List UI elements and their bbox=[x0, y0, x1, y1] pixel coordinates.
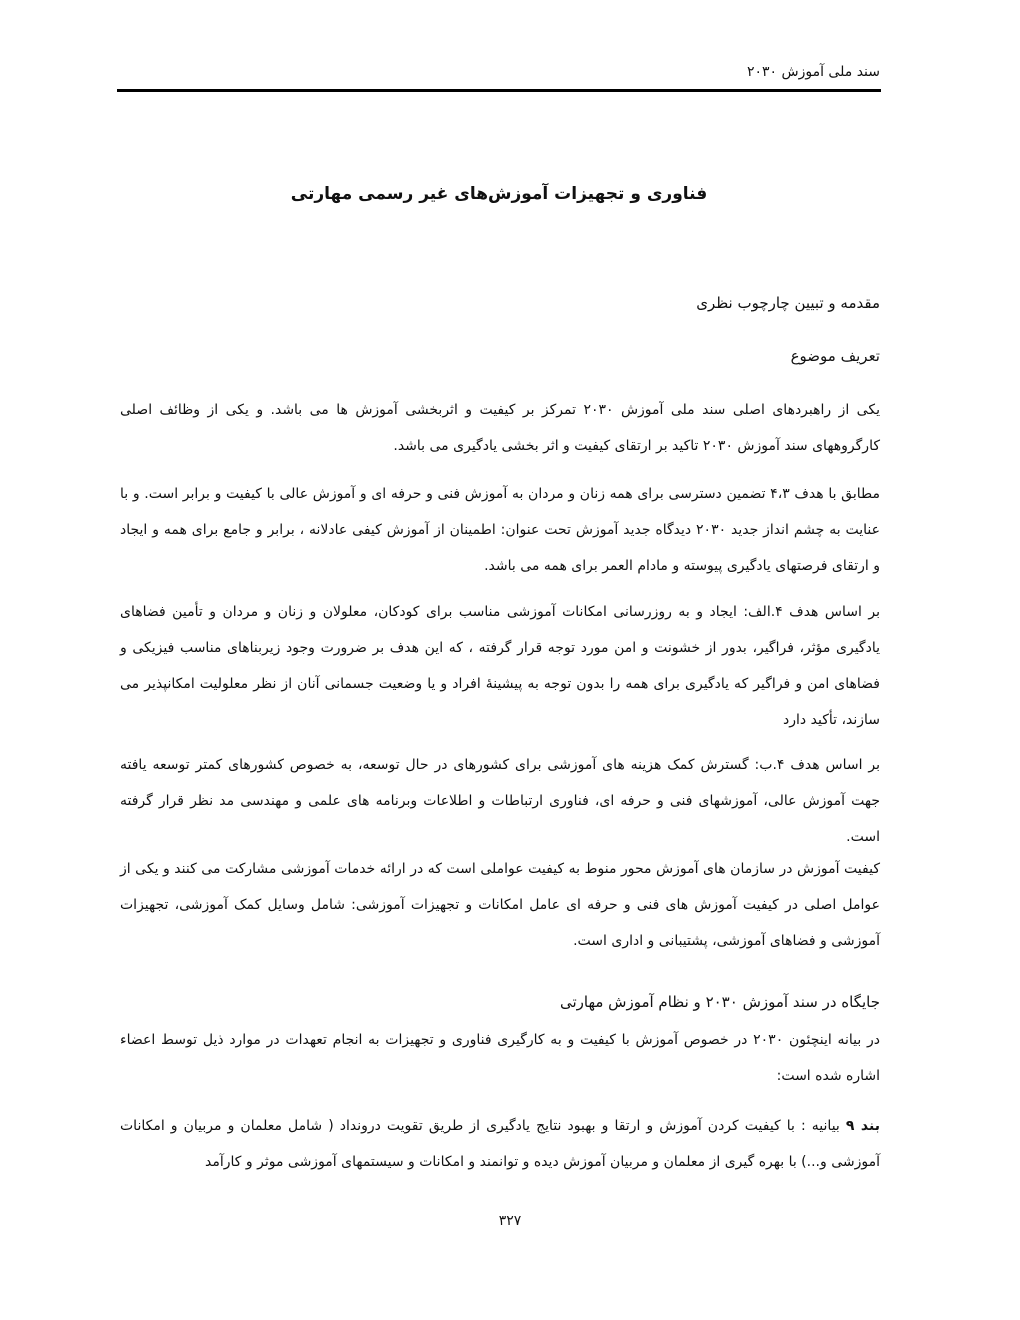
paragraph-3: بر اساس هدف ۴.الف: ایجاد و به روزرسانی امکانات آموزشی مناسب برای کودکان، معلولان و زنان و مردان و تأمین فضاهای یادگیری مؤثر، فراگیر، بدور از خشونت و امن مورد توجه قرار گرفته ، که این هدف بر ضرورت وجود زیربناهای مناسب فیزیکی و فضاهای امن و فراگیر که یادگیری برای همه را بدون توجه به پیشینهٔ افراد و یا وضعیت جسمانی آنان از نظر معلولیت امکانپذیر می سازند، تأکید دارد bbox=[120, 604, 880, 728]
clause-label: بند ۹ bbox=[845, 1118, 880, 1134]
page-number: ۳۲۷ bbox=[498, 1213, 522, 1229]
header-rule bbox=[117, 89, 881, 92]
running-header: سند ملی آموزش ۲۰۳۰ bbox=[746, 64, 880, 80]
paragraph-4: بر اساس هدف ۴.ب: گسترش کمک هزینه های آموزشی برای کشورهای در حال توسعه، به خصوص کشورهای کمتر توسعه یافته جهت آموزش عالی، آموزشهای فنی و حرفه ای، فناوری ارتباطات و اطلاعات وبرنامه های علمی و مهندسی مد نظر قرار گرفته است. bbox=[120, 757, 880, 845]
chapter-title: فناوری و تجهیزات آموزش‌های غیر رسمی مهارتی bbox=[290, 184, 708, 204]
paragraph-6: در بیانه اینچئون ۲۰۳۰ در خصوص آموزش با کیفیت و به کارگیری فناوری و تجهیزات به انجام تعهدات در موارد ذیل توسط اعضاء اشاره شده است: bbox=[120, 1032, 880, 1084]
paragraph-7 bbox=[120, 1108, 880, 1180]
paragraph-2: مطابق با هدف ۴،۳ تضمین دسترسی برای همه زنان و مردان به آموزش فنی و حرفه ای و آموزش عالی با کیفیت و برابر است. و با عنایت به چشم انداز جدید ۲۰۳۰ دیدگاه جدید آموزش تحت عنوان: اطمینان از آموزش کیفی عادلانه ، برابر و جامع برای همه و ایجاد و ارتقای فرصتهای یادگیری پیوسته و مادام العمر برای همه می باشد. bbox=[120, 486, 881, 574]
paragraph-1: یکی از راهبردهای اصلی سند ملی آموزش ۲۰۳۰ تمرکز بر کیفیت و اثربخشی آموزش ها می باشد. و یکی از وظائف اصلی کارگروههای سند آموزش ۲۰۳۰ تاکید بر ارتقای کیفیت و اثر بخشی یادگیری می باشد. bbox=[120, 402, 880, 454]
clause-text: بیانیه : با کیفیت کردن آموزش و ارتقا و بهبود نتایج یادگیری از طریق تقویت درونداد ( شامل معلمان و مربیان و امکانات آموزشی و...) با بهره گیری از معلمان و مربیان آموزش دیده و توانمند و امکانات و سیستمهای آموزشی موثر و کارآمد bbox=[120, 1118, 880, 1170]
heading-definition: تعریف موضوع bbox=[790, 347, 880, 365]
paragraph-5: کیفیت آموزش در سازمان های آموزش محور منوط به کیفیت عواملی است که در ارائه خدمات آموزشی مشارکت می کنند و یکی از عوامل اصلی در کیفیت آموزش های فنی و حرفه ای عامل امکانات و تجهیزات آموزشی: شامل وسایل کمک آموزشی، تجهیزات آموزشی و فضاهای آموزشی، پشتیبانی و اداری است. bbox=[120, 861, 880, 949]
heading-position: جایگاه در سند آموزش ۲۰۳۰ و نظام آموزش مهارتی bbox=[559, 993, 880, 1011]
heading-intro: مقدمه و تبیین چارچوب نظری bbox=[696, 294, 880, 312]
